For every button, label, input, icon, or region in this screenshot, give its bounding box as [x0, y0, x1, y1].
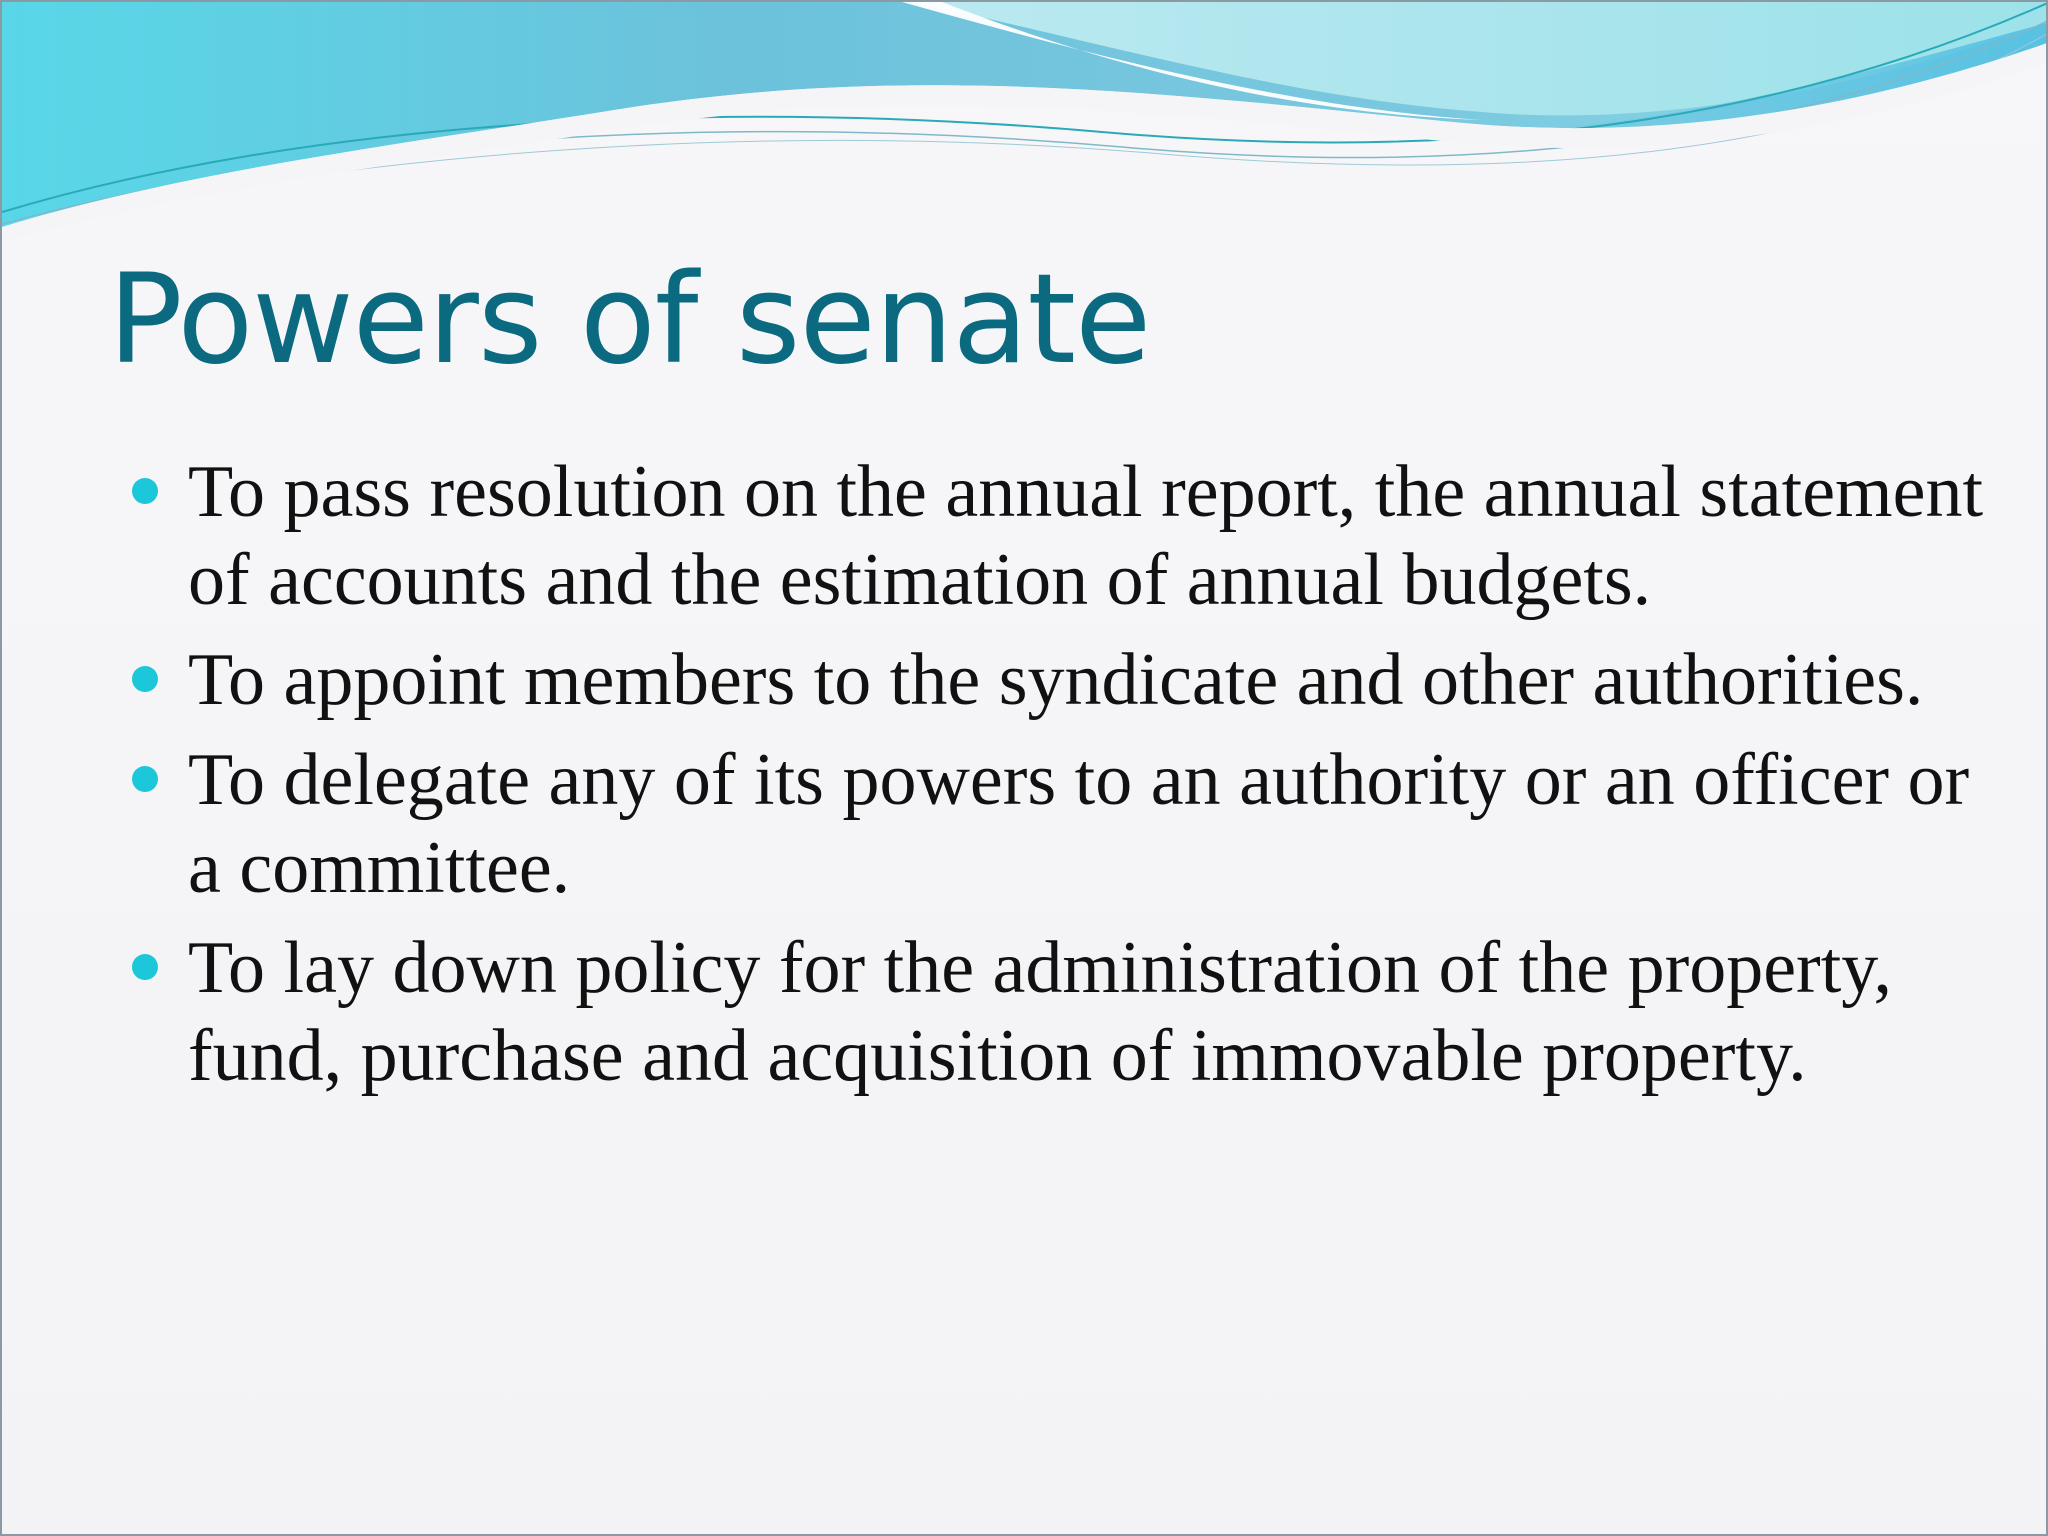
bullet-dot-icon — [132, 954, 158, 980]
bullet-item — [128, 924, 2008, 1100]
bullet-item — [128, 448, 2008, 624]
bullet-item — [128, 636, 2008, 724]
bullet-text: To lay down policy for the administration of the property, fund, purchase and acquisition of immovable property. — [188, 927, 1892, 1097]
bullet-text: To appoint members to the syndicate and other authorities. — [188, 639, 1924, 721]
bullet-item — [128, 736, 2008, 912]
bullet-dot-icon — [132, 766, 158, 792]
bullet-text: To delegate any of its powers to an authority or an officer or a committee. — [188, 739, 1970, 909]
wave-decoration — [2, 2, 2048, 242]
bullet-list — [128, 448, 2008, 1112]
slide-title: Powers of senate — [108, 248, 1151, 392]
bullet-dot-icon — [132, 666, 158, 692]
bullet-dot-icon — [132, 478, 158, 504]
bullet-text: To pass resolution on the annual report, the annual statement of accounts and the estimation of annual budgets. — [188, 451, 1984, 621]
